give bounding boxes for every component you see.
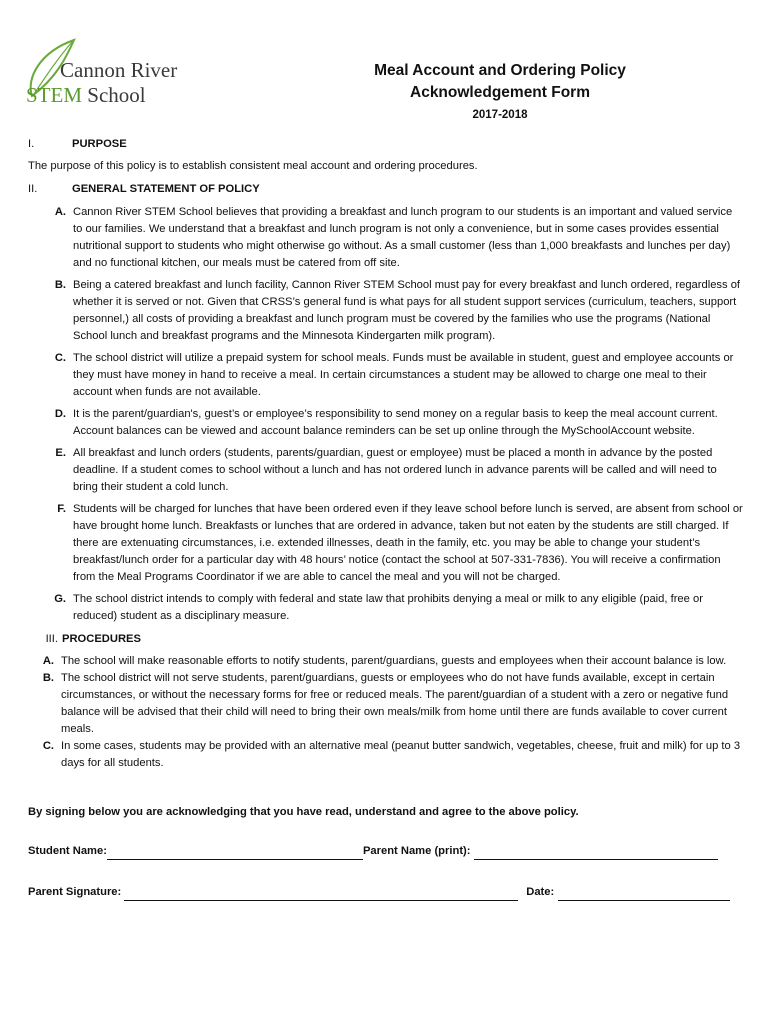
item-text: The school will make reasonable efforts to notify students, parent/guardians, guests and employees when their account balance is low. — [61, 655, 727, 667]
section-title: GENERAL STATEMENT OF POLICY — [72, 183, 260, 195]
item-text: In some cases, students may be provided with an alternative meal (peanut butter sandwich, vegetables, cheese, fruit and milk) for up to 3 days for all students. — [61, 740, 741, 769]
item-text: The school district intends to comply with federal and state law that prohibits denying a meal or milk to any eligible (paid, free or reduced) student as a disciplinary measure. — [73, 593, 703, 622]
logo-stem: STEM — [26, 83, 83, 107]
item-letter: B. — [54, 279, 66, 291]
item-letter: D. — [54, 408, 66, 420]
purpose-text: The purpose of this policy is to establish consistent meal account and ordering procedures. — [28, 160, 478, 172]
policy-item-b — [28, 277, 744, 345]
item-text: Cannon River STEM School believes that providing a breakfast and lunch program to our students is an important and valued service to our families. We understand that a breakfast and lunch program is not only a convenience, but in some cases provides essential nutritional support to students who might otherwise go without. As a small customer (less than 1,000 breakfasts and lunches per day) and no functional kitchen, our meals must be catered from off site. — [73, 206, 733, 269]
form-title-line2: Acknowledgement Form — [410, 84, 590, 101]
parent-name-label: Parent Name (print): — [362, 845, 471, 857]
item-text: Being a catered breakfast and lunch facility, Cannon River STEM School must pay for every breakfast and lunch ordered, regardless of whether it is served or not. Given that CRSS’s general fund is what pays for all student support services (curriculum, teachers, support personnel,) all costs of providing a breakfast and lunch program must be covered by the families who use the programs (National School lunch and breakfast programs and the Minnesota Kindergarten milk program). — [73, 279, 741, 342]
section-procedures-heading — [28, 631, 744, 648]
procedure-item-b — [28, 670, 744, 738]
item-text: The school district will utilize a prepaid system for school meals. Funds must be available in student, guest and employee accounts or they must have money in hand to receive a meal. In certain circumstances a student may be allowed to charge one meal to their account when funds are not available. — [73, 352, 734, 398]
date-field[interactable] — [558, 888, 730, 901]
parent-name-field[interactable] — [474, 847, 718, 860]
item-letter: C. — [54, 352, 66, 364]
item-letter: G. — [54, 593, 66, 605]
section-title: PURPOSE — [72, 138, 127, 150]
parent-signature-label: Parent Signature: — [28, 886, 122, 898]
section-purpose-heading — [28, 136, 744, 153]
item-letter: A. — [42, 655, 54, 667]
date-label: Date: — [526, 886, 555, 898]
policy-item-d — [28, 406, 744, 440]
section-title: PROCEDURES — [62, 633, 141, 645]
student-name-label: Student Name: — [28, 845, 107, 857]
logo-line1: Cannon River — [60, 58, 178, 82]
item-letter: F. — [57, 503, 66, 515]
section-number: II. — [28, 183, 38, 195]
form-title-line1: Meal Account and Ordering Policy — [374, 62, 626, 79]
item-letter: B. — [42, 672, 54, 684]
name-row — [28, 843, 744, 860]
form-year: 2017-2018 — [472, 109, 528, 121]
section-number: I. — [28, 138, 35, 150]
procedure-item-a — [28, 653, 744, 670]
section-number: III. — [45, 633, 58, 645]
procedure-item-c — [28, 738, 744, 772]
policy-item-c — [28, 350, 744, 401]
policy-item-e — [28, 445, 744, 496]
item-text: Students will be charged for lunches that have been ordered even if they leave school before lunch is served, are absent from school or have brought home lunch. Breakfasts or lunches that are ordered in advance, taken but not eaten by the students are still charged. If there are extenuating circumstances, i.e. extended illnesses, death in the family, etc. you may be able to change your student’s breakfast/lunch order for a particular day with 48 hours’ notice (contact the school at 507-331-7836). You will receive a confirmation from the Meal Programs Coordinator if we are able to cancel the meal and you will not be charged. — [73, 503, 743, 583]
item-text: It is the parent/guardian's, guest’s or employee’s responsibility to send money on a regular basis to keep the meal account current. Account balances can be viewed and account balance reminders can be set up online through the MySchoolAccount website. — [73, 408, 718, 437]
student-name-field[interactable] — [107, 847, 363, 860]
policy-item-g — [28, 591, 744, 625]
item-letter: A. — [54, 206, 66, 218]
form-header — [300, 60, 700, 121]
policy-item-a — [28, 204, 744, 272]
item-letter: E. — [55, 447, 66, 459]
parent-signature-field[interactable] — [124, 888, 518, 901]
logo-line2 — [26, 83, 146, 108]
logo-school: School — [87, 83, 146, 107]
policy-item-f — [28, 501, 744, 586]
item-letter: C. — [42, 740, 54, 752]
signature-row — [28, 884, 744, 901]
school-logo — [22, 38, 192, 108]
item-text: The school district will not serve students, parent/guardians, guests or employees who do not have funds available, except in certain circumstances, or without the necessary forms for free or reduced meals. The parent/guardian of a student with a zero or negative fund balance will be advised that their child will need to bring their own meals/milk from home until there are funds available to cover current meals. — [61, 672, 729, 735]
section-policy-heading — [28, 181, 744, 198]
item-text: All breakfast and lunch orders (students, parents/guardian, guest or employee) must be placed a month in advance by the posted deadline. If a student comes to school without a lunch and has not ordered lunch in advance parents will be called and will need to bring their student a cold lunch. — [73, 447, 717, 493]
policy-body — [28, 136, 744, 901]
acknowledgement-statement: By signing below you are acknowledging that you have read, understand and agree to the above policy. — [28, 806, 579, 818]
